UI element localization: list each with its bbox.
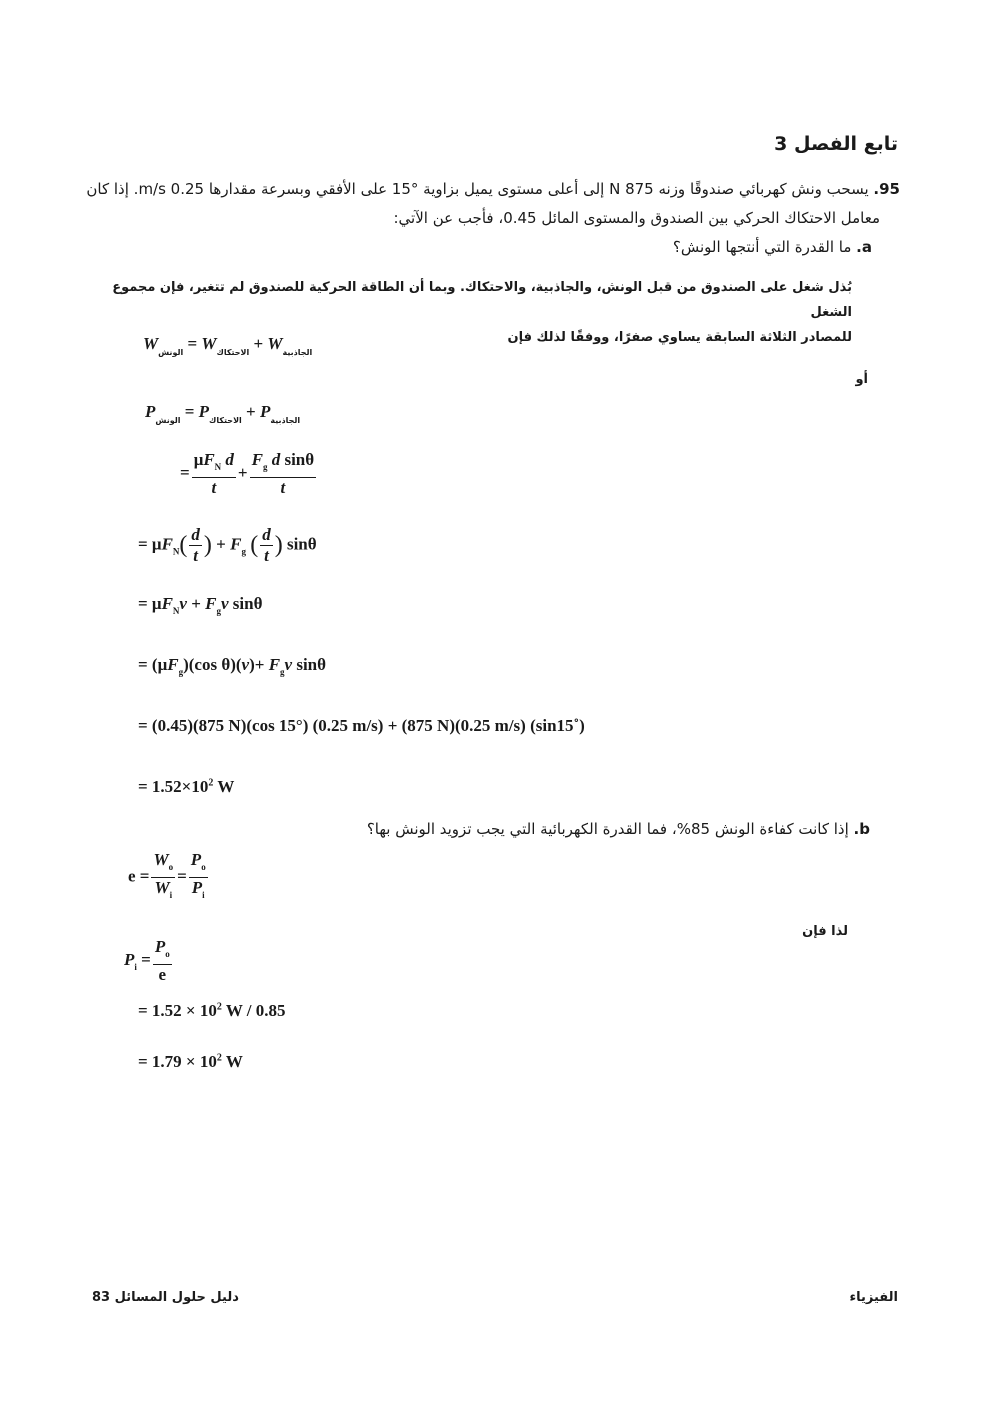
sub-friction: الاحتكاك — [216, 348, 250, 357]
numeric-substitution-step: = (0.45)(875 N)(cos 15°) (0.25 m/s) + (875 N)(0.25 m/s) (sin15˚) — [138, 716, 585, 735]
problem-line-1 — [80, 175, 900, 204]
so-label: لذا فإن — [802, 924, 848, 939]
part-a-label: a. — [856, 238, 872, 256]
input-power-equation: $P_i$ = $\frac{P_o}{e}$ — [124, 937, 170, 984]
part-a-question — [673, 238, 872, 256]
part-b-result: = $1.79 \times 10^2$ W — [138, 1052, 243, 1071]
problem-text-2: معامل الاحتكاك الحركي بين الصندوق والمستوى المائل 0.45، فأجب عن الآتي: — [393, 209, 880, 227]
part-a-question-text: ما القدرة التي أنتجها الونش؟ — [672, 238, 852, 256]
explanation-line-1: بُذل شغل على الصندوق من قبل الونش، والجاذبية، والاحتكاك. وبما أن الطاقة الحركية للصندوق لم تتغير، فإن مجموع الشغل — [112, 280, 852, 320]
problem-line-2 — [80, 204, 900, 233]
velocity-step: = $\mu F_Nv + F_gv$ sinθ — [138, 594, 263, 616]
normal-force-step: = $(\mu F_g)(\cos$ $\theta)(v)+ F_gv$ sinθ — [138, 655, 326, 677]
footer-subject: الفيزياء — [849, 1290, 898, 1305]
part-b-step-1: = $1.52 \times 10^2$ W / 0.85 — [138, 1001, 286, 1020]
velocity-substitution-step: = $\mu F_N$( $\frac{d}{t}$ ) + $F_g$ ( $\frac{d}{t}$ ) sinθ — [138, 525, 317, 565]
sub-winch: الونش — [158, 348, 184, 357]
or-label: أو — [855, 372, 868, 387]
explanation-line-2: للمصادر الثلاثة السابقة يساوي صفرًا، ووفقًا لذلك فإن — [507, 330, 852, 345]
part-a-result: = $1.52\times 10^2$ W — [138, 777, 235, 796]
efficiency-equation: e = $\frac{W_o}{W_i}$ = $\frac{P_o}{P_i}$ — [128, 850, 206, 900]
fraction-step: = $\frac{\mu F_N d}{t}$ + $\frac{F_g d \sin\theta}{t}$ — [180, 450, 315, 497]
problem-text-1: يسحب ونش كهربائي صندوقًا وزنه N 875 إلى أعلى مستوى يميل بزاوية °15 على الأفقي وبسرعة مقدارها m/s 0.25. إذا كان — [86, 180, 869, 198]
sub-gravity: الجاذبية — [282, 348, 313, 357]
power-equation: $P_{الونش} = P_{الاحتكاك} + P_{الجاذبية}$ — [145, 402, 301, 425]
footer-page-label: دليل حلول المسائل 83 — [92, 1290, 239, 1305]
problem-statement — [80, 175, 900, 233]
part-b-label: b. — [853, 820, 870, 838]
problem-number: 95. — [873, 180, 900, 198]
part-b-question-text: إذا كانت كفاءة الونش 85%، فما القدرة الكهربائية التي يجب تزويد الونش بها؟ — [366, 820, 849, 838]
part-b-question — [367, 820, 870, 838]
chapter-title: تابع الفصل 3 — [774, 133, 898, 155]
work-equation: $W_{الونش} = W_{الاحتكاك} + W_{الجاذبية}$ — [143, 334, 313, 357]
